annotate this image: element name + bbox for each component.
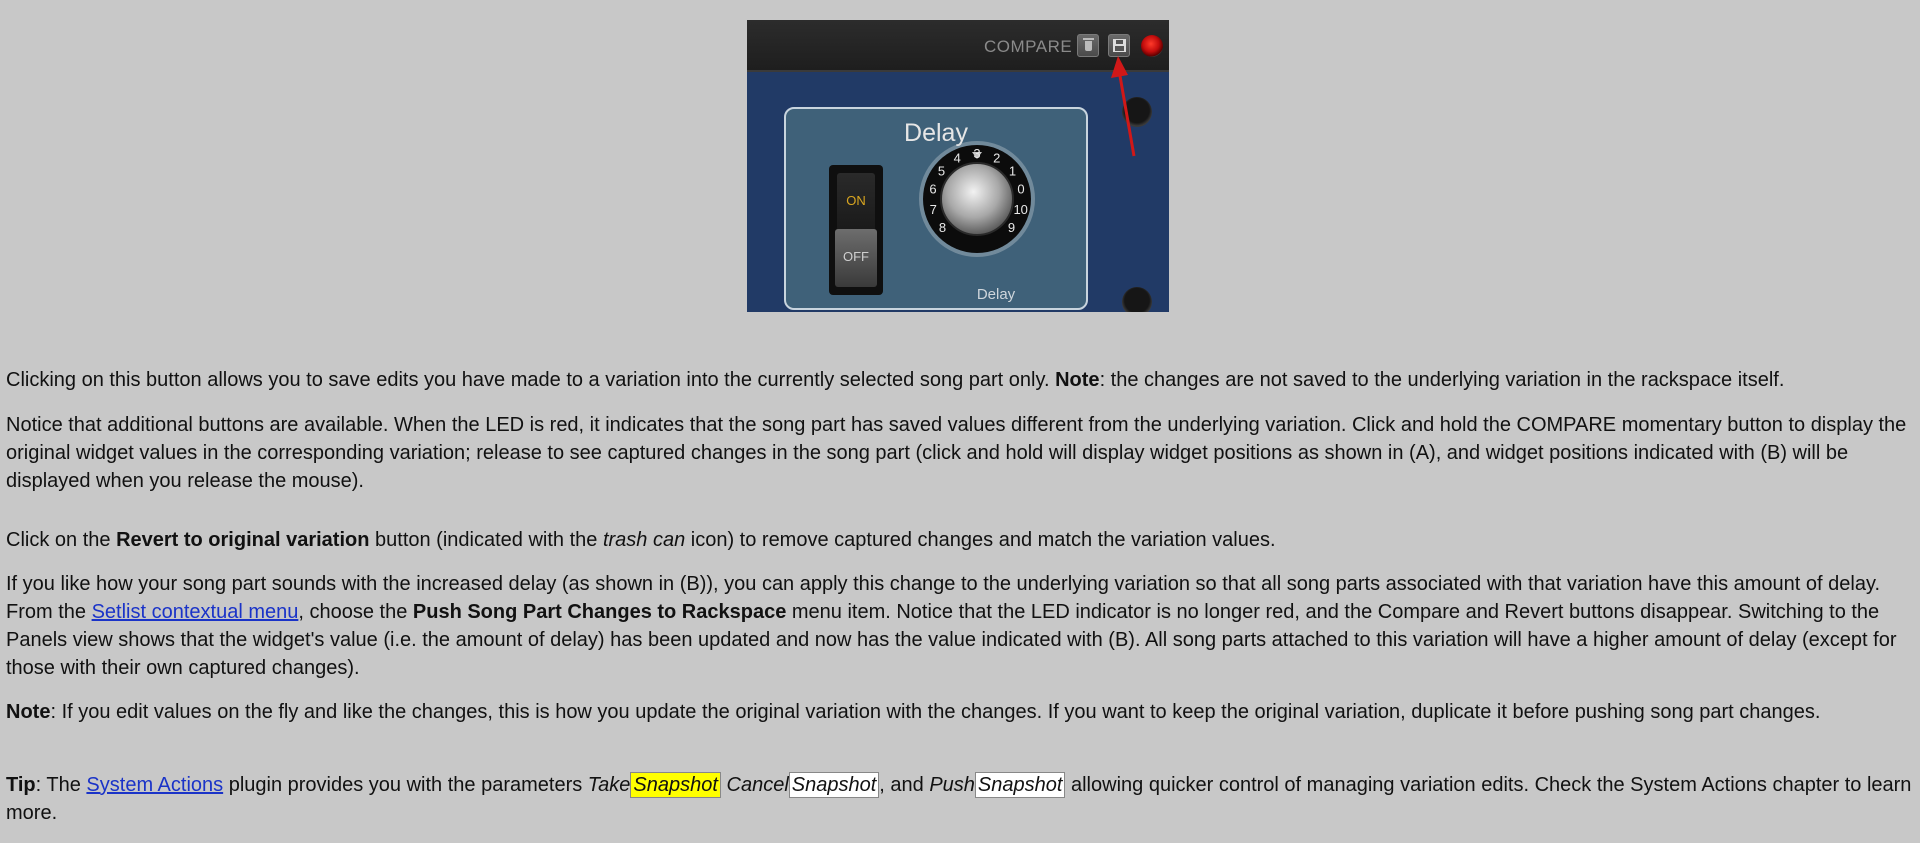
switch-on-label: ON: [846, 193, 866, 208]
knob-scale-label: 6: [929, 181, 937, 197]
knob-scale-label: 0: [1017, 181, 1025, 197]
knob-scale-label: 1: [1008, 163, 1017, 179]
push-snapshot-param: Push Snapshot: [929, 774, 1065, 796]
knob-caption: Delay: [976, 286, 1016, 303]
note-label-2: Note: [6, 701, 51, 723]
paragraph-push-changes: If you like how your song part sounds with the increased delay (as shown in (B)), you can apply this change to the underlying variation so that all song parts associated with that variation have this amount of delay. From the Setlist contextual menu, choose the Push Song Part Changes to Rackspace menu item. Notice that the LED indicator is no longer red, and the Compare and Revert buttons disappear. Switching to the Panels view shows that the widget's value (i.e. the amount of delay) has been updated and now has the value indicated with (B). All song parts attached to this variation will have a higher amount of delay (except for those with their own captured changes).: [6, 573, 1897, 679]
compare-button[interactable]: COMPARE: [984, 37, 1073, 56]
card-title: Delay: [904, 119, 968, 147]
knob-scale-label: 10: [1013, 201, 1028, 217]
take-snapshot-param: Take Snapshot: [588, 774, 721, 796]
setlist-contextual-menu-link[interactable]: Setlist contextual menu: [91, 601, 299, 623]
note-label: Note: [1055, 369, 1100, 391]
knob-scale-label: 5: [937, 163, 946, 179]
cancel-snapshot-param: Cancel Snapshot: [727, 774, 880, 796]
knob-scale-label: 4: [953, 150, 961, 166]
paragraph-revert: Click on the Revert to original variation button (indicated with the trash can icon) to remove captured changes and match the variation values.: [6, 529, 1276, 551]
knob-scale-label: 7: [929, 201, 937, 217]
switch-off-label: OFF: [843, 249, 869, 264]
tip-label: Tip: [6, 774, 36, 796]
knob-scale-label: 3: [973, 146, 981, 161]
snapshot-highlight: Snapshot: [630, 772, 721, 798]
paragraph-led-compare: Notice that additional buttons are available. When the LED is red, it indicates that the song part has saved values different from the underlying variation. Click and hold the COMPARE momentary button to display the original widget values in the corresponding variation; release to see captured changes in the song part (click and hold will display widget positions as shown in (A), and widget positions indicated with (B) will be displayed when you release the mouse).: [6, 414, 1907, 492]
push-song-part-label: Push Song Part Changes to Rackspace: [412, 601, 787, 623]
paragraph-tip: Tip: The System Actions plugin provides you with the parameters Take Snapshot Cancel Snapshot , and Push Snapshot allowing quicker control of managing variation edits. Check the System Actions chapter to learn more.: [6, 774, 1912, 824]
snapshot-box: Snapshot: [975, 772, 1066, 798]
paragraph-save-description: Clicking on this button allows you to save edits you have made to a variation into the currently selected song part only. Note: the changes are not saved to the underlying variation in the rackspace itself.: [6, 369, 1785, 391]
revert-label: Revert to original variation: [116, 529, 370, 551]
knob-scale-label: 2: [993, 150, 1001, 166]
snapshot-box: Snapshot: [789, 772, 880, 798]
delay-panel-figure: [747, 20, 1169, 312]
knob-scale-label: 8: [938, 219, 947, 235]
knob-scale-label: 9: [1007, 219, 1016, 235]
system-actions-link[interactable]: System Actions: [86, 774, 224, 796]
red-arrow-annotation: [747, 20, 1169, 312]
paragraph-note: Note: If you edit values on the fly and like the changes, this is how you update the original variation with the changes. If you want to keep the original variation, duplicate it before pushing song part changes.: [6, 701, 1821, 723]
